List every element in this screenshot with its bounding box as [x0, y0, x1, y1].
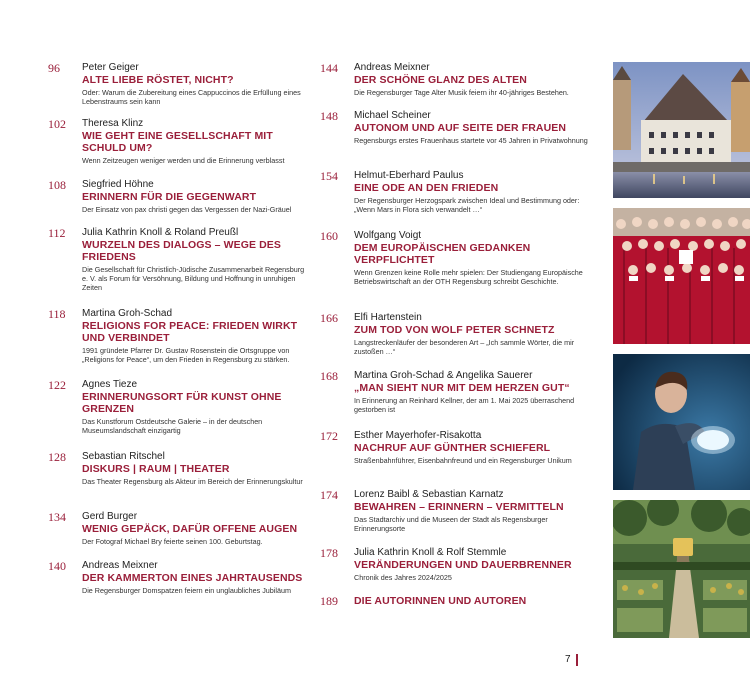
toc-entry[interactable]: [320, 62, 598, 110]
entry-author: Andreas Meixner: [82, 560, 158, 571]
toc-entry[interactable]: [320, 430, 598, 489]
entry-page-number: 174: [320, 488, 338, 502]
entry-author: Elfi Hartenstein: [354, 312, 422, 323]
toc-entry[interactable]: [48, 118, 310, 179]
toc-entry[interactable]: [320, 110, 598, 170]
entry-page-number: 144: [320, 61, 338, 75]
toc-entry[interactable]: [48, 560, 310, 600]
entry-page-number: 160: [320, 229, 338, 243]
entry-description: Die Regensburger Domspatzen feiern ein unglaubliches Jubiläum: [82, 586, 291, 595]
entry-title: DER KAMMERTON EINES JAHRTAUSENDS: [82, 572, 303, 584]
entry-author: Gerd Burger: [82, 511, 138, 522]
entry-page-number: 102: [48, 117, 66, 131]
entry-description: Oder: Warum die Zubereitung eines Cappuccinos die Erfüllung eines Lebenstraums sein kann: [82, 88, 301, 106]
toc-entry[interactable]: [48, 308, 310, 379]
entry-description: Regensburgs erstes Frauenhaus startete vor 45 Jahren in Privatwohnung: [354, 136, 588, 145]
toc-entry[interactable]: [48, 179, 310, 227]
entry-author: Martina Groh-Schad: [82, 308, 173, 319]
entry-description: Wenn Zeitzeugen weniger werden und die Erinnerung verblasst: [82, 156, 285, 165]
toc-column-left: [48, 62, 310, 600]
toc-entry[interactable]: [320, 547, 598, 595]
page-number-bar: [576, 654, 578, 666]
entry-title: ERINNERUNGSORT FÜR KUNST OHNE GRENZEN: [82, 391, 282, 415]
entry-author: Agnes Tieze: [82, 379, 138, 390]
entry-page-number: 178: [320, 546, 338, 560]
entry-description: Wenn Grenzen keine Rolle mehr spielen: Der Studiengang Europäische Betriebswirtschaft an der OTH Regensburg schreibt Geschichte.: [354, 268, 583, 286]
entry-author: Esther Mayerhofer-Risakotta: [354, 430, 482, 441]
toc-entry[interactable]: [48, 227, 310, 308]
entry-author: Lorenz Baibl & Sebastian Karnatz: [354, 489, 504, 500]
entry-description: Das Stadtarchiv und die Museen der Stadt als Regensburger Erinnerungsorte: [354, 515, 548, 533]
entry-page-number: 140: [48, 559, 66, 573]
choir-photo: [613, 208, 750, 344]
entry-page-number: 166: [320, 311, 338, 325]
entry-author: Michael Scheiner: [354, 110, 431, 121]
entry-author: Helmut-Eberhard Paulus: [354, 170, 464, 181]
toc-entry[interactable]: [48, 511, 310, 560]
entry-title: DER SCHÖNE GLANZ DES ALTEN: [354, 74, 527, 86]
entry-description: Der Fotograf Michael Bry feierte seinen 100. Geburtstag.: [82, 537, 263, 546]
entry-title: ALTE LIEBE RÖSTET, NICHT?: [82, 74, 234, 86]
entry-author: Siegfried Höhne: [82, 179, 154, 190]
entry-author: Peter Geiger: [82, 62, 139, 73]
entry-description: Die Regensburger Tage Alter Musik feiern ihr 40-jähriges Bestehen.: [354, 88, 569, 97]
entry-title: WENIG GEPÄCK, DAFÜR OFFENE AUGEN: [82, 523, 298, 535]
garden-photo: [613, 500, 750, 638]
entry-description: Langstreckenläufer der besonderen Art – „Ich sammle Wörter, die mir zustoßen …“: [354, 338, 575, 356]
entry-page-number: 148: [320, 109, 338, 123]
entry-author: Julia Kathrin Knoll & Rolf Stemmle: [354, 547, 507, 558]
entry-description: Der Einsatz von pax christi gegen das Vergessen der Nazi-Gräuel: [82, 205, 292, 214]
entry-title: ERINNERN FÜR DIE GEGENWART: [82, 191, 257, 203]
page-number: 7: [565, 654, 571, 665]
toc-entry[interactable]: [48, 62, 310, 118]
entry-page-number: 118: [48, 307, 66, 321]
entry-page-number: 154: [320, 169, 338, 183]
entry-description: Straßenbahnführer, Eisenbahnfreund und ein Regensburger Unikum: [354, 456, 572, 465]
salt-house-photo: [613, 62, 750, 198]
entry-title: VERÄNDERUNGEN UND DAUERBRENNER: [354, 559, 572, 571]
toc-entry[interactable]: [320, 312, 598, 370]
entry-author: Sebastian Ritschel: [82, 451, 165, 462]
toc-entry[interactable]: [320, 230, 598, 312]
entry-page-number: 172: [320, 429, 338, 443]
entry-description: Der Regensburger Herzogspark zwischen Ideal und Bestimmung oder: „Wenn Mars in Flora sich verwandelt …“: [354, 196, 580, 214]
entry-page-number: 168: [320, 369, 338, 383]
entry-title: AUTONOM UND AUF SEITE DER FRAUEN: [354, 122, 567, 134]
toc-entry[interactable]: [320, 489, 598, 547]
entry-description: Das Theater Regensburg als Akteur im Bereich der Erinnerungskultur: [82, 477, 303, 486]
entry-description: In Erinnerung an Reinhard Kellner, der am 1. Mai 2025 überraschend gestorben ist: [354, 396, 575, 414]
entry-page-number: 128: [48, 450, 66, 464]
entry-title: DISKURS | RAUM | THEATER: [82, 463, 230, 475]
entry-title: WURZELN DES DIALOGS – WEGE DES FRIEDENS: [82, 239, 282, 263]
entry-page-number: 189: [320, 594, 338, 608]
actor-photo: [613, 354, 750, 490]
entry-author: Wolfgang Voigt: [354, 230, 422, 241]
entry-title: RELIGIONS FOR PEACE: FRIEDEN WIRKT UND VERBINDET: [82, 320, 298, 344]
entry-page-number: 134: [48, 510, 66, 524]
entry-title: „MAN SIEHT NUR MIT DEM HERZEN GUT“: [354, 382, 570, 394]
entry-page-number: 108: [48, 178, 66, 192]
entry-author: Julia Kathrin Knoll & Roland Preußl: [82, 227, 239, 238]
entry-description: 1991 gründete Pfarrer Dr. Gustav Rosenstein die Ortsgruppe von „Religions for Peace“, um den Frieden in Regensburg zu stärken.: [82, 346, 290, 364]
entry-author: Theresa Klinz: [82, 118, 144, 129]
entry-title: BEWAHREN – ERINNERN – VERMITTELN: [354, 501, 564, 513]
entry-title: WIE GEHT EINE GESELLSCHAFT MIT SCHULD UM?: [82, 130, 273, 154]
entry-title: DIE AUTORINNEN UND AUTOREN: [354, 595, 527, 607]
toc-entry[interactable]: [48, 451, 310, 511]
entry-author: Martina Groh-Schad & Angelika Sauerer: [354, 370, 533, 381]
entry-title: NACHRUF AUF GÜNTHER SCHIEFERL: [354, 442, 551, 454]
toc-entry[interactable]: [320, 595, 598, 615]
toc-entry[interactable]: [320, 170, 598, 230]
toc-entry[interactable]: [320, 370, 598, 430]
entry-page-number: 122: [48, 378, 66, 392]
entry-page-number: 112: [48, 226, 66, 240]
entry-description: Die Gesellschaft für Christlich-Jüdische Zusammenarbeit Regensburg e. V. als Forum für Versöhnung, Bildung und Hoffnung in unruhigen Zeiten: [82, 265, 305, 292]
entry-description: Chronik des Jahres 2024/2025: [354, 573, 452, 582]
toc-column-middle: [320, 62, 598, 615]
entry-title: DEM EUROPÄISCHEN GEDANKEN VERPFLICHTET: [354, 242, 531, 266]
entry-page-number: 96: [48, 61, 60, 75]
entry-title: EINE ODE AN DEN FRIEDEN: [354, 182, 499, 194]
entry-title: ZUM TOD VON WOLF PETER SCHNETZ: [354, 324, 555, 336]
toc-entry[interactable]: [48, 379, 310, 451]
entry-author: Andreas Meixner: [354, 62, 430, 73]
entry-description: Das Kunstforum Ostdeutsche Galerie – in der deutschen Museumslandschaft einzigartig: [82, 417, 263, 435]
